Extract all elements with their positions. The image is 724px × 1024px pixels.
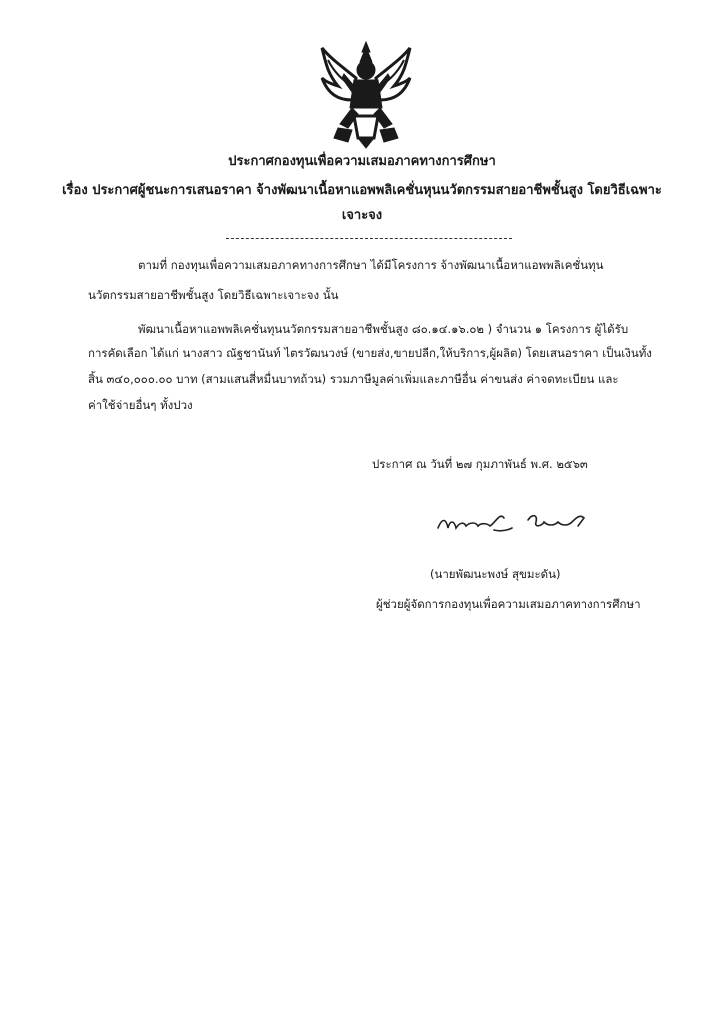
title-divider bbox=[226, 238, 512, 239]
body-line-5: สิ้น ๓๔๐,๐๐๐.๐๐ บาท (สามแสนสี่หมื่นบาทถ้วน) รวมภาษีมูลค่าเพิ่มและภาษีอื่น ค่าขนส่ง ค่าจดทะเบียน และ bbox=[88, 372, 619, 386]
body-line-2: นวัตกรรมสายอาชีพชั้นสูง โดยวิธีเฉพาะเจาะจง นั้น bbox=[88, 288, 339, 302]
announcement-date: ประกาศ ณ วันที่ ๒๗ กุมภาพันธ์ พ.ศ. ๒๕๖๓ bbox=[372, 457, 588, 471]
body-line-3: พัฒนาเนื้อหาแอพพลิเคชั่นทุนนวัตกรรมสายอาชีพชั้นสูง ๘๐.๑๔.๑๖.๐๒ ) จำนวน ๑ โครงการ ผู้ได้รับ bbox=[138, 322, 629, 336]
body-line-4: การคัดเลือก ได้แก่ นางสาว ณัฐชานันท์ ไตรวัฒนวงษ์ (ขายส่ง,ขายปลีก,ให้บริการ,ผู้ผลิต) โดยเสนอราคา เป็นเงินทั้ง bbox=[88, 346, 652, 360]
document-subject: เรื่อง ประกาศผู้ชนะการเสนอราคา จ้างพัฒนาเนื้อหาแอพพลิเคชั่นหุนนวัตกรรมสายอาชีพชั้นสูง โดยวิธีเฉพาะ bbox=[62, 183, 662, 198]
handwritten-signature-icon bbox=[432, 500, 592, 544]
document-subject-continued: เจาะจง bbox=[341, 208, 383, 223]
garuda-emblem-icon bbox=[318, 38, 414, 150]
signer-position: ผู้ช่วยผู้จัดการกองทุนเพื่อความเสมอภาคทางการศึกษา bbox=[376, 597, 641, 611]
document-title: ประกาศกองทุนเพื่อความเสมอภาคทางการศึกษา bbox=[228, 154, 496, 169]
signer-name: (นายพัฒนะพงษ์ สุขมะดัน) bbox=[430, 567, 561, 581]
body-line-6: ค่าใช้จ่ายอื่นๆ ทั้งปวง bbox=[88, 398, 193, 412]
body-line-1: ตามที่ กองทุนเพื่อความเสมอภาคทางการศึกษา ได้มีโครงการ จ้างพัฒนาเนื้อหาแอพพลิเคชั่นทุน bbox=[138, 258, 604, 272]
